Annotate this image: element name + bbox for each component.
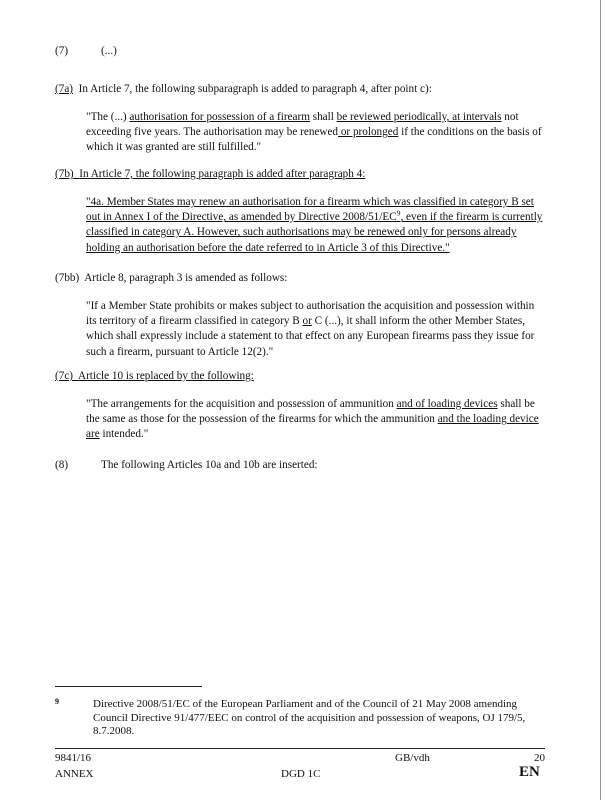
item-7a-quote-underlined: or prolonged xyxy=(338,126,399,139)
footer-language: EN xyxy=(519,764,540,780)
footer-dg: DGD 1C xyxy=(281,768,321,780)
item-7c-quote-underlined: and of loading devices xyxy=(396,398,498,410)
item-7b-intro: In Article 7, the following paragraph is added after paragraph 4: xyxy=(79,168,366,180)
item-7a-quote-part: "The (...) xyxy=(86,111,130,123)
item-7a-quote-part: if the conditions on the basis of which it was granted are still fulfilled." xyxy=(86,126,542,154)
item-7-number: (7) xyxy=(55,45,69,57)
item-7b-heading xyxy=(55,167,365,182)
item-8-number: (8) xyxy=(55,459,69,471)
item-7c-quote-part: intended." xyxy=(99,428,149,441)
footer-page-number: 20 xyxy=(534,752,545,764)
item-7b-quote-part: "4a. Member States may renew an authorisation for a firearm which was classified in category B set out in Annex I of the Directive, as amended by Directive 2008/51/EC xyxy=(86,196,534,224)
item-7c-quote-part: "The arrangements for the acquisition and possession of ammunition xyxy=(86,398,397,410)
item-7bb-quote-underlined: or xyxy=(302,315,312,328)
item-7bb-heading xyxy=(55,271,287,286)
item-7bb-quote xyxy=(86,299,544,360)
item-7c-number: (7c) xyxy=(55,370,74,382)
item-7c-quote-underlined: and the loading device are xyxy=(86,413,539,441)
footnote-number: 9 xyxy=(55,697,59,706)
footnote-reference[interactable]: 9 xyxy=(396,208,401,218)
footnote-text: Directive 2008/51/EC of the European Parliament and of the Council of 21 May 2008 amending Council Directive 91/477/EEC on control of the acquisition and possession of weapons, OJ 179/5, 8.7.2008. xyxy=(93,698,526,737)
item-7a-quote-part: shall xyxy=(309,111,337,123)
item-8-text: The following Articles 10a and 10b are inserted: xyxy=(101,459,318,471)
item-7a-heading xyxy=(55,82,432,97)
item-7b-number: (7b) xyxy=(55,168,74,180)
item-7b-quote xyxy=(86,195,544,256)
footer-annex: ANNEX xyxy=(55,768,94,780)
footer-separator xyxy=(55,748,545,749)
item-7bb-quote-part: "If a Member State prohibits or makes subject to authorisation the acquisition and possession within its territory of a firearm classified in category B xyxy=(86,300,535,328)
item-7c-quote-part: shall be the same as those for the possession of the firearms for which the ammunition xyxy=(86,398,535,426)
item-7b-quote-part: , even if the firearm is currently classified in category A. However, such authorisations may be renewed only for persons already holding an authorisation before the date referred to in Article 3 of this Directive." xyxy=(86,211,543,254)
item-7a-quote-underlined: be reviewed periodically, at intervals xyxy=(336,111,502,123)
item-7c-heading xyxy=(55,369,254,384)
footer-initials: GB/vdh xyxy=(395,752,430,764)
item-7a-number: (7a) xyxy=(55,83,74,95)
item-7c-quote xyxy=(86,397,544,443)
item-7bb-number: (7bb) xyxy=(55,272,80,284)
item-7a-quote xyxy=(86,110,544,156)
item-7c-intro: Article 10 is replaced by the following: xyxy=(78,370,254,382)
item-7-text: (...) xyxy=(101,45,117,57)
item-7bb-intro: Article 8, paragraph 3 is amended as follows: xyxy=(84,272,288,284)
footnote-separator xyxy=(55,686,202,687)
footer-doc-number: 9841/16 xyxy=(55,752,92,764)
item-7a-quote-underlined: authorisation for possession of a firearm xyxy=(129,111,310,123)
item-7a-intro: In Article 7, the following subparagraph is added to paragraph 4, after point c): xyxy=(78,83,432,95)
item-7a-quote-part: not exceeding five years. The authorisation may be renewed xyxy=(86,111,519,139)
item-7bb-quote-part: C (...), it shall inform the other Member States, which shall expressly include a statement to that effect on any European firearms pass they issue for such a firearm, pursuant to Article 12(2)." xyxy=(86,315,535,358)
